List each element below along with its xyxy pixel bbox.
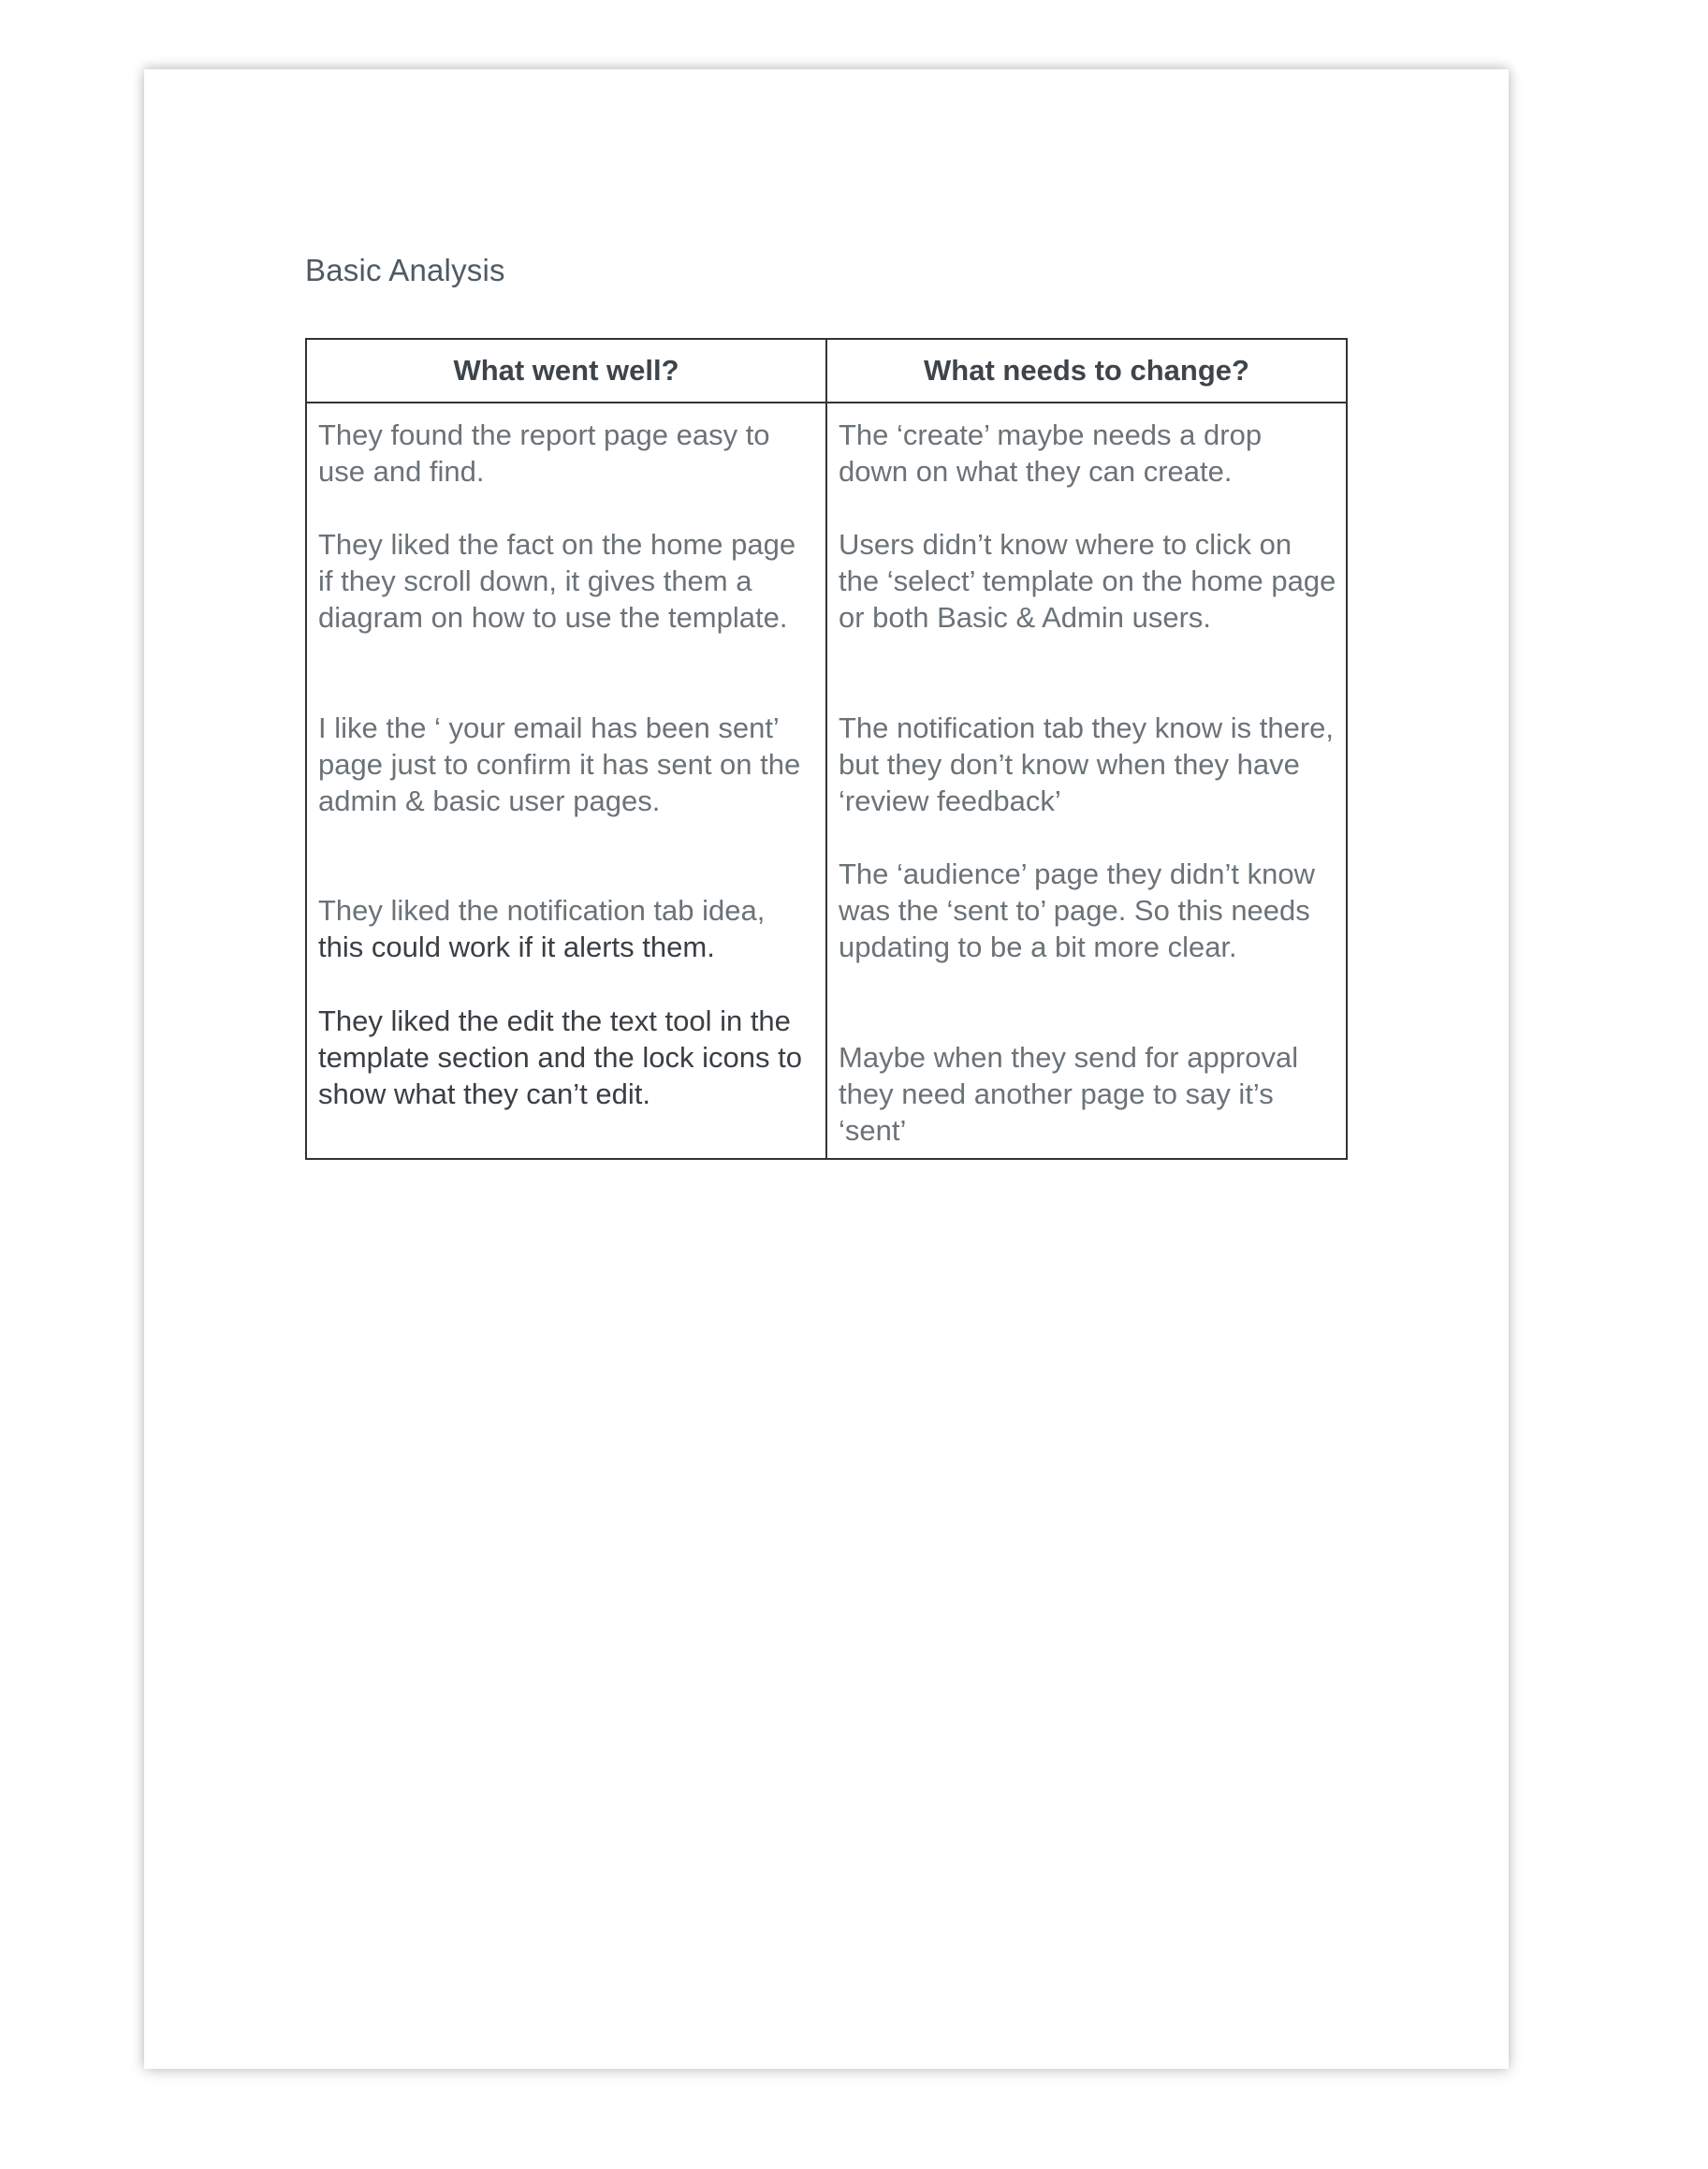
went-well-item: I like the ‘ your email has been sent’ page just to confirm it has sent on the admin & basic user pages. [318, 711, 801, 817]
analysis-table [305, 338, 1348, 1160]
header-went-well: What went well? [306, 339, 826, 403]
document-page [144, 69, 1509, 2069]
went-well-item: They found the report page easy to use and find. [318, 418, 770, 488]
went-well-item: They liked the fact on the home page if they scroll down, it gives them a diagram on how to use the template. [318, 528, 796, 634]
needs-change-item: Users didn’t know where to click on the ‘select’ template on the home page or both Basic & Admin users. [839, 528, 1336, 634]
went-well-item: this could work if it alerts them. [318, 931, 715, 963]
document-title: Basic Analysis [305, 253, 505, 287]
went-well-item: They liked the notification tab idea, [318, 894, 766, 927]
needs-change-item: The notification tab they know is there, but they don’t know when they have ‘review feedback’ [839, 711, 1335, 817]
needs-change-item: Maybe when they send for approval they need another page to say it’s ‘sent’ [839, 1041, 1299, 1147]
needs-change-cell [826, 403, 1347, 1159]
table-header-row [306, 339, 1347, 403]
needs-change-item: The ‘create’ maybe needs a drop down on what they can create. [839, 418, 1263, 488]
header-needs-change: What needs to change? [826, 339, 1347, 403]
went-well-item: They liked the edit the text tool in the template section and the lock icons to show what they can’t edit. [318, 1004, 802, 1110]
went-well-cell [306, 403, 826, 1159]
table-body-row [306, 403, 1347, 1159]
needs-change-item: The ‘audience’ page they didn’t know was the ‘sent to’ page. So this needs updating to be a bit more clear. [839, 857, 1315, 963]
